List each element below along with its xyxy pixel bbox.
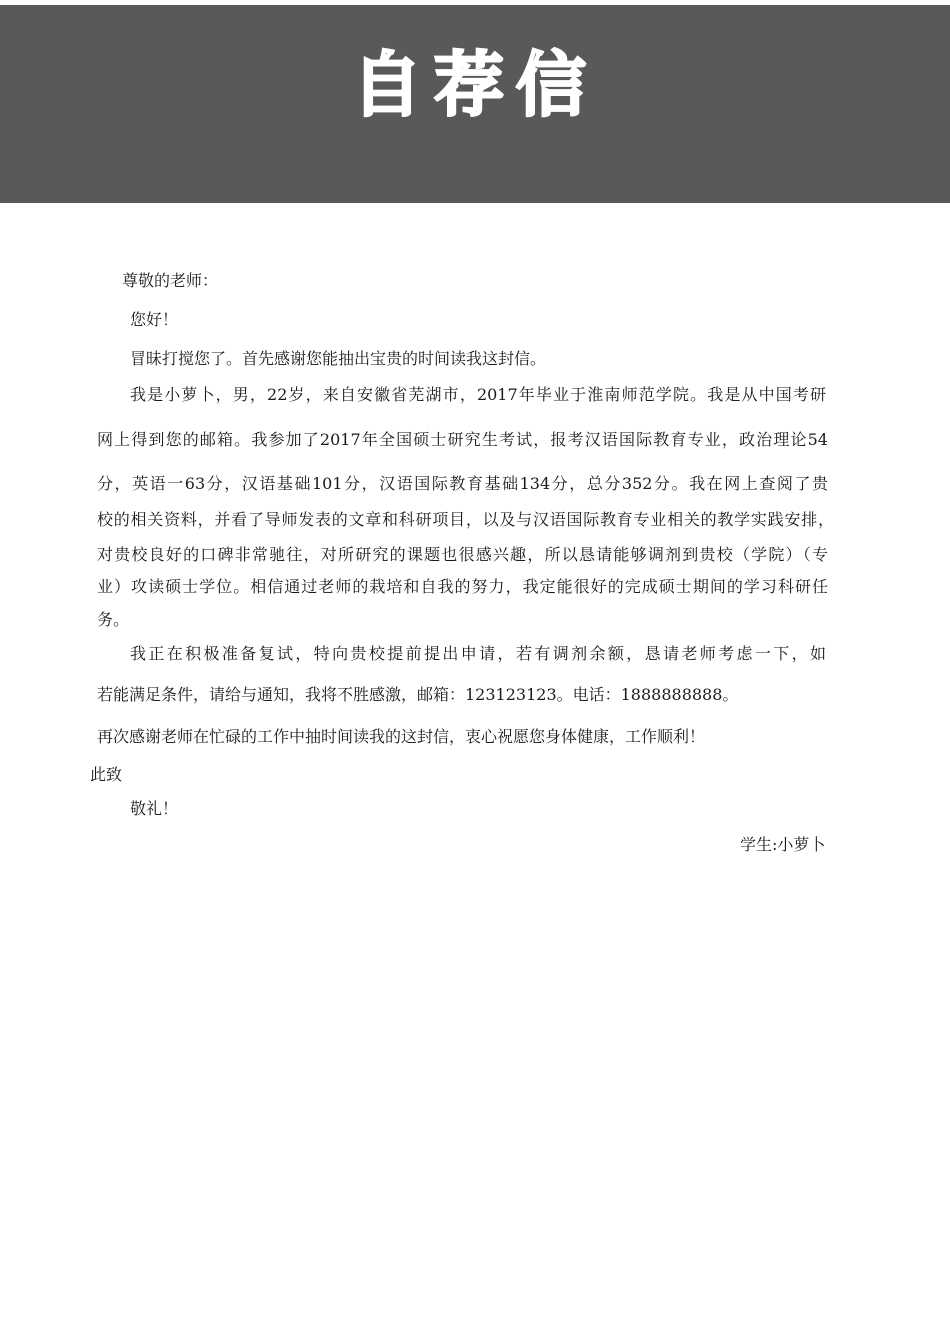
paragraph1-line: 校的相关资料，并看了导师发表的文章和科研项目，以及与汉语国际教育专业相关的教学实践安排， bbox=[97, 510, 834, 529]
intro-line: 冒昧打搅您了。首先感谢您能抽出宝贵的时间读我这封信。 bbox=[130, 349, 547, 368]
paragraph2-line: 我正在积极准备复试，特向贵校提前提出申请，若有调剂余额，恳请老师考虑一下，如 bbox=[130, 644, 826, 663]
page-title: 自荐信 bbox=[352, 44, 598, 126]
signature: 学生:小萝卜 bbox=[740, 835, 826, 854]
paragraph1-line: 对贵校良好的口碑非常驰往，对所研究的课题也很感兴趣，所以恳请能够调剂到贵校（学院）（专 bbox=[97, 545, 828, 564]
paragraph2-line: 若能满足条件，请给与通知，我将不胜感激，邮箱：123123123。电话：1888888888。 bbox=[97, 685, 739, 704]
paragraph1-line: 业）攻读硕士学位。相信通过老师的栽培和自我的努力，我定能很好的完成硕士期间的学习科研任 bbox=[97, 577, 828, 596]
paragraph1-line: 我是小萝卜，男，22岁，来自安徽省芜湖市，2017年毕业于淮南师范学院。我是从中国考研 bbox=[130, 385, 826, 404]
paragraph1-line: 网上得到您的邮箱。我参加了2017年全国硕士研究生考试，报考汉语国际教育专业，政治理论54 bbox=[97, 430, 828, 449]
closing-cizhi: 此致 bbox=[90, 765, 123, 784]
greeting: 您好！ bbox=[130, 310, 179, 329]
paragraph1-line: 务。 bbox=[97, 610, 130, 629]
thanks-line: 再次感谢老师在忙碌的工作中抽时间读我的这封信，衷心祝愿您身体健康，工作顺利！ bbox=[97, 727, 706, 746]
salutation: 尊敬的老师： bbox=[122, 271, 219, 290]
paragraph1-line: 分，英语一63分，汉语基础101分，汉语国际教育基础134分，总分352分。我在网上查阅了贵 bbox=[97, 474, 828, 493]
closing-jingli: 敬礼！ bbox=[130, 799, 179, 818]
